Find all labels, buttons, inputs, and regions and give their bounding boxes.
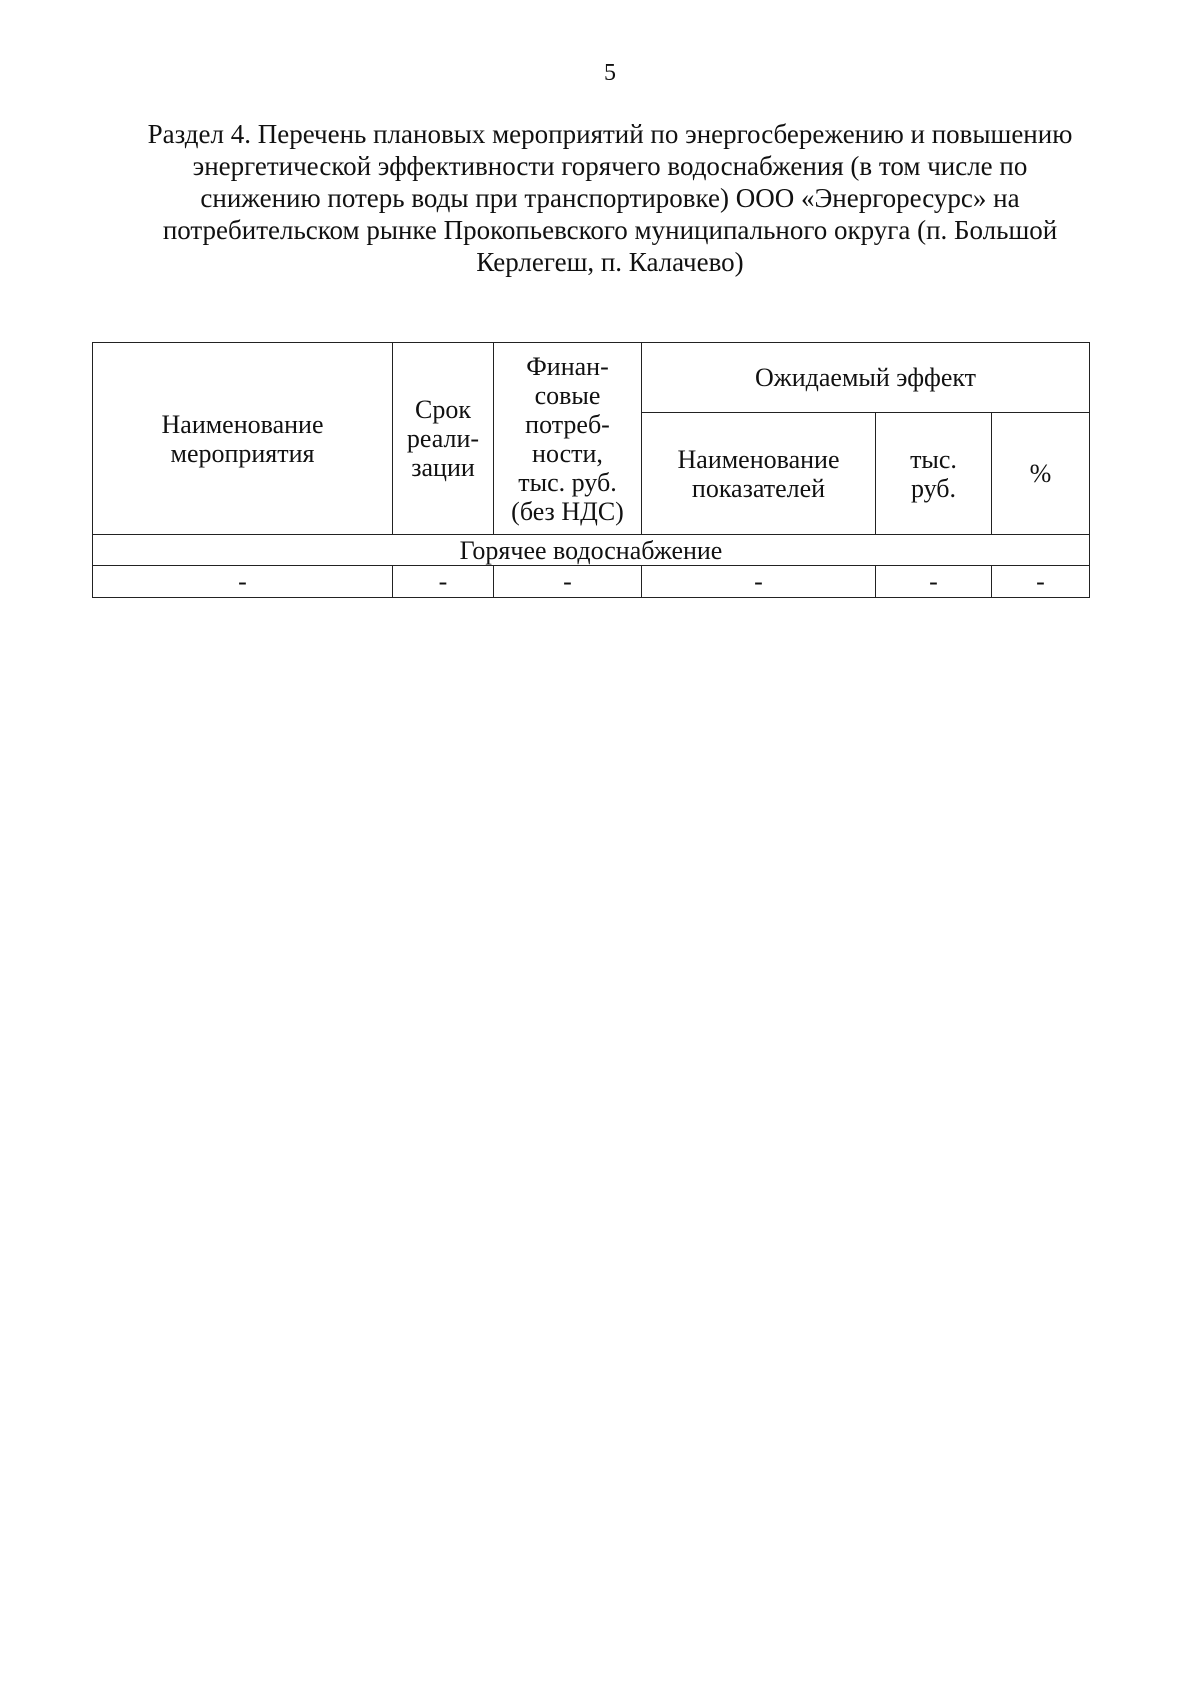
header-term: Срок реали- зации (393, 343, 494, 535)
section-title (110, 118, 1110, 278)
page-number: 5 (604, 60, 616, 86)
section-title-line: Керлегеш, п. Калачево) (476, 247, 744, 277)
header-thousand-rub: тыс. руб. (876, 413, 992, 535)
section-row-hot-water: Горячее водоснабжение (93, 535, 1090, 566)
table-cell: - (642, 566, 876, 598)
table-cell: - (992, 566, 1090, 598)
table-cell: - (876, 566, 992, 598)
header-percent: % (992, 413, 1090, 535)
table-cell: - (93, 566, 393, 598)
table-row (93, 566, 1090, 598)
table-cell: - (494, 566, 642, 598)
header-expected-effect: Ожидаемый эффект (642, 343, 1090, 413)
table-cell: - (393, 566, 494, 598)
section-title-line: снижению потерь воды при транспортировке) ООО «Энергоресурс» на (200, 183, 1020, 213)
header-finance: Финан- совые потреб- ности, тыс. руб. (без НДС) (494, 343, 642, 535)
measures-table (92, 342, 1090, 598)
header-indicator-name: Наименование показателей (642, 413, 876, 535)
section-title-line: энергетической эффективности горячего водоснабжения (в том числе по (192, 151, 1028, 181)
section-title-line: потребительском рынке Прокопьевского муниципального округа (п. Большой (162, 215, 1058, 245)
header-measure-name: Наименование мероприятия (93, 343, 393, 535)
section-title-line: Раздел 4. Перечень плановых мероприятий по энергосбережению и повышению (147, 119, 1073, 149)
